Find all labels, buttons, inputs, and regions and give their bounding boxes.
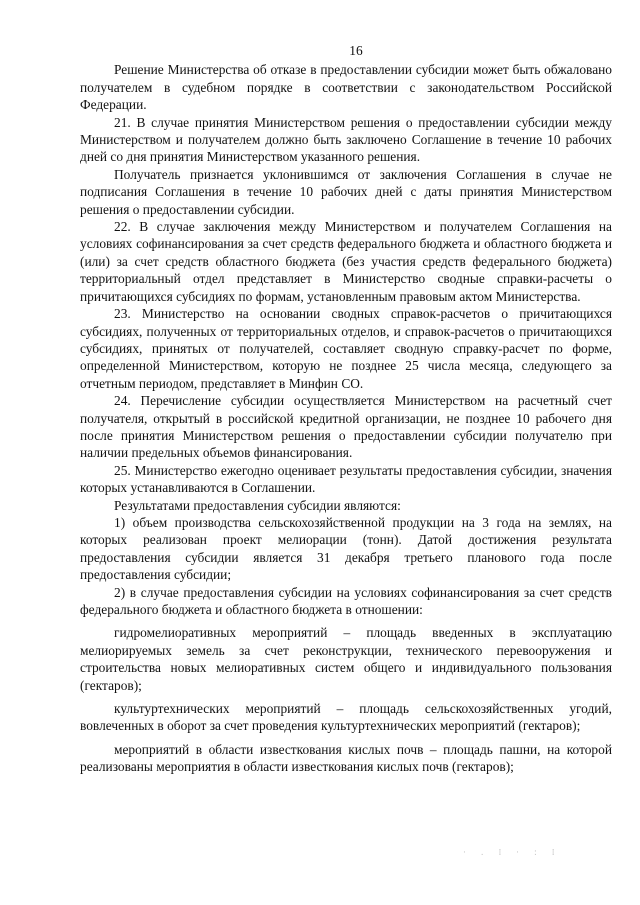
paragraph-21-agreement: 21. В случае принятия Министерством решения о предоставлении субсидии между Министерством и получателем должно быть заключено Соглашение в течение 10 рабочих дней со дня принятия Министерством указанного решения. bbox=[80, 114, 612, 165]
paragraph-result-1-production: 1) объем производства сельскохозяйственной продукции на 3 года на землях, на которых реализован проект мелиорации (тонн). Датой достижения результата предоставления субсидии является 31 декабря третьего планового года после предоставления субсидии; bbox=[80, 514, 612, 583]
paragraph-result-2-cofinancing: 2) в случае предоставления субсидии на условиях софинансирования за счет средств федерального бюджета и областного бюджета в отношении: bbox=[80, 584, 612, 617]
paragraph-appeal-refusal: Решение Министерства об отказе в предоставлении субсидии может быть обжаловано получателем в судебном порядке в соответствии с законодательством Российской Федерации. bbox=[80, 62, 612, 113]
paragraph-24-transfer: 24. Перечисление субсидии осуществляется Министерством на расчетный счет получателя, открытый в российской кредитной организации, не позднее 10 рабочего дня после принятия Министерством решения о предоставлении субсидии получателю при наличии предельных объемов финансирования. bbox=[80, 393, 612, 461]
paragraph-25-evaluation: 25. Министерство ежегодно оценивает результаты предоставления субсидии, значения которых устанавливаются в Соглашении. bbox=[80, 462, 612, 496]
paragraph-22-cofinancing: 22. В случае заключения между Министерством и получателем Соглашения на условиях софинансирования за счет средств федерального бюджета и областного бюджета и (или) за счет средств областного бюджета (без участия средств федерального бюджета) территориальный отдел представляет в Министерство сводные справки-расчеты о причитающихся субсидиях по формам, установленным правовым актом Министерства. bbox=[80, 219, 612, 304]
paragraph-liming: мероприятий в области известкования кислых почв – площадь пашни, на которой реализованы мероприятия в области известкования кислых почв (гектаров); bbox=[80, 741, 612, 775]
paragraph-hydromelioration: гидромелиоративных мероприятий – площадь введенных в эксплуатацию мелиорируемых земель за счет реконструкции, технического перевооружения и строительства новых мелиоративных систем общего и индивидуального пользования (гектаров); bbox=[80, 625, 612, 693]
paragraph-23-summary-calculation: 23. Министерство на основании сводных справок-расчетов о причитающихся субсидиях, полученных от территориальных отделов, и справок-расчетов о причитающихся субсидиях, принятых от получателей, составляет сводную справку-расчет по форме, определенной Министерством, которую не позднее 25 числа месяца, следующего за отчетным периодом, представляет в Минфин СО. bbox=[80, 306, 612, 391]
scan-artifact: · . ⁞ · : ⁞ bbox=[463, 848, 561, 858]
paragraph-cultural-technical: культуртехнических мероприятий – площадь сельскохозяйственных угодий, вовлеченных в оборот за счет проведения культуртехнических мероприятий (гектаров); bbox=[80, 701, 612, 734]
paragraph-results-intro: Результатами предоставления субсидии являются: bbox=[114, 497, 401, 513]
page-number: 16 bbox=[349, 43, 363, 58]
paragraph-evasion: Получатель признается уклонившимся от заключения Соглашения в случае не подписания Соглашения в течение 10 рабочих дней с даты принятия Министерством решения о предоставлении субсидии. bbox=[80, 166, 612, 217]
